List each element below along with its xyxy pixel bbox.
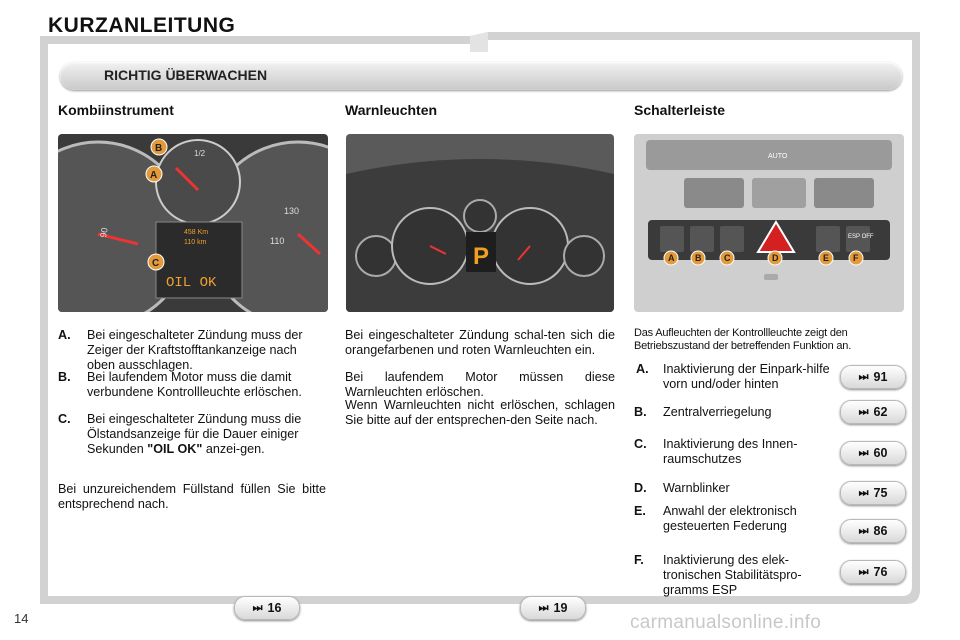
page-title: KURZANLEITUNG <box>48 14 236 37</box>
switch-marker-e: E <box>823 253 830 263</box>
warn-paragraph-2: Bei laufendem Motor müssen diese Warnleuchten erlöschen. <box>345 370 615 399</box>
page-ref-86-link[interactable]: ⏭ 86 <box>840 519 906 543</box>
schalter-item-text-d: Warnblinker <box>663 481 730 495</box>
tick-label-130: 130 <box>284 206 300 216</box>
switch-panel-auto-label: AUTO <box>768 153 788 160</box>
page-ref-62-link[interactable]: ⏭ 62 <box>840 400 906 424</box>
marker-b: B <box>155 143 163 154</box>
kombi-item-text-a: Bei eingeschalteter Zündung muss der Zeiger der Kraftstofftankanzeige nach oben ausschlagen. <box>87 328 303 372</box>
tick-label-half: 1/2 <box>194 149 206 158</box>
column-title-schalterleiste: Schalterleiste <box>634 102 726 118</box>
gear-indicator: P <box>473 243 490 270</box>
schalter-item-text-f: Inaktivierung des elek-tronischen Stabilitätspro-gramms ESP <box>663 553 802 597</box>
schalter-item-letter-e: E. <box>634 504 646 518</box>
instrument-cluster-photo <box>58 134 328 312</box>
page-ref-75-link[interactable]: ⏭ 75 <box>840 481 906 505</box>
display-oil-ok: OIL OK <box>166 275 217 291</box>
display-trip: 110 km <box>184 239 207 246</box>
esp-off-label: ESP OFF <box>848 234 874 240</box>
fast-forward-icon: ⏭ <box>858 405 869 418</box>
page-ref-91-link[interactable]: ⏭ 91 <box>840 365 906 389</box>
warning-lights-photo <box>346 134 614 312</box>
switch-marker-c: C <box>724 253 731 263</box>
section-title: RICHTIG ÜBERWACHEN <box>104 67 268 83</box>
schalter-item-letter-a: A. <box>636 362 649 376</box>
page-ref-60-link[interactable]: ⏭ 60 <box>840 441 906 465</box>
kombi-item-text-c: Bei eingeschalteter Zündung muss die Ölstandsanzeige für die Dauer einiger Sekunden "OIL OK" anzei-gen. <box>87 412 302 456</box>
tick-label-110: 110 <box>270 236 285 246</box>
switch-marker-f: F <box>853 253 859 263</box>
watermark: carmanualsonline.info <box>630 612 822 633</box>
display-odometer: 458 Km <box>184 229 209 236</box>
schalter-item-text-c: Inaktivierung des Innen-raumschutzes <box>663 437 798 466</box>
schalter-item-text-e: Anwahl der elektronisch gesteuerten Federung <box>663 504 797 533</box>
switch-marker-a: A <box>668 253 675 263</box>
switch-marker-b: B <box>695 253 702 263</box>
schalter-item-letter-f: F. <box>634 553 644 567</box>
kombi-item-text-b: Bei laufendem Motor muss die damit verbundene Kontrollleuchte erlöschen. <box>87 370 302 399</box>
fast-forward-icon: ⏭ <box>858 565 869 578</box>
schalter-item-text-b: Zentralverriegelung <box>663 405 772 419</box>
page-ref-16-link[interactable]: ⏭ 16 <box>234 596 300 620</box>
schalter-intro-text: Das Aufleuchten der Kontrollleuchte zeigt den Betriebszustand der betreffenden Funktion an. <box>634 327 852 352</box>
marker-a: A <box>150 170 158 181</box>
schalter-item-letter-d: D. <box>634 481 647 495</box>
fast-forward-icon: ⏭ <box>252 601 263 614</box>
marker-c: C <box>152 258 160 269</box>
schalter-item-text-a: Inaktivierung der Einpark-hilfe vorn und/oder hinten <box>663 362 830 391</box>
page-ref-19-link[interactable]: ⏭ 19 <box>520 596 586 620</box>
oil-ok-emphasis: "OIL OK" <box>147 442 203 456</box>
warn-paragraph-3: Wenn Warnleuchten nicht erlöschen, schlagen Sie bitte auf der entsprechen-den Seite nach. <box>345 398 615 427</box>
fast-forward-icon: ⏭ <box>858 486 869 499</box>
fast-forward-icon: ⏭ <box>858 370 869 383</box>
kombi-item-letter-a: A. <box>58 328 71 342</box>
page-number: 14 <box>14 611 29 626</box>
page-ref-76-link[interactable]: ⏭ 76 <box>840 560 906 584</box>
schalter-item-letter-c: C. <box>634 437 647 451</box>
fast-forward-icon: ⏭ <box>858 524 869 537</box>
kombi-item-letter-b: B. <box>58 370 71 384</box>
schalter-item-letter-b: B. <box>634 405 647 419</box>
column-title-warnleuchten: Warnleuchten <box>345 102 438 118</box>
kombi-footer-text: Bei unzureichendem Füllstand füllen Sie bitte entsprechend nach. <box>58 482 326 511</box>
fast-forward-icon: ⏭ <box>538 601 549 614</box>
switch-panel-photo <box>634 134 904 312</box>
fast-forward-icon: ⏭ <box>858 446 869 459</box>
column-title-kombiinstrument: Kombiinstrument <box>58 102 174 118</box>
kombi-item-letter-c: C. <box>58 412 71 426</box>
tick-label-90: 90 <box>98 226 110 239</box>
switch-marker-d: D <box>772 253 779 263</box>
warn-paragraph-1: Bei eingeschalteter Zündung schal-ten sich die orangefarbenen und roten Warnleuchten ein. <box>345 328 615 357</box>
